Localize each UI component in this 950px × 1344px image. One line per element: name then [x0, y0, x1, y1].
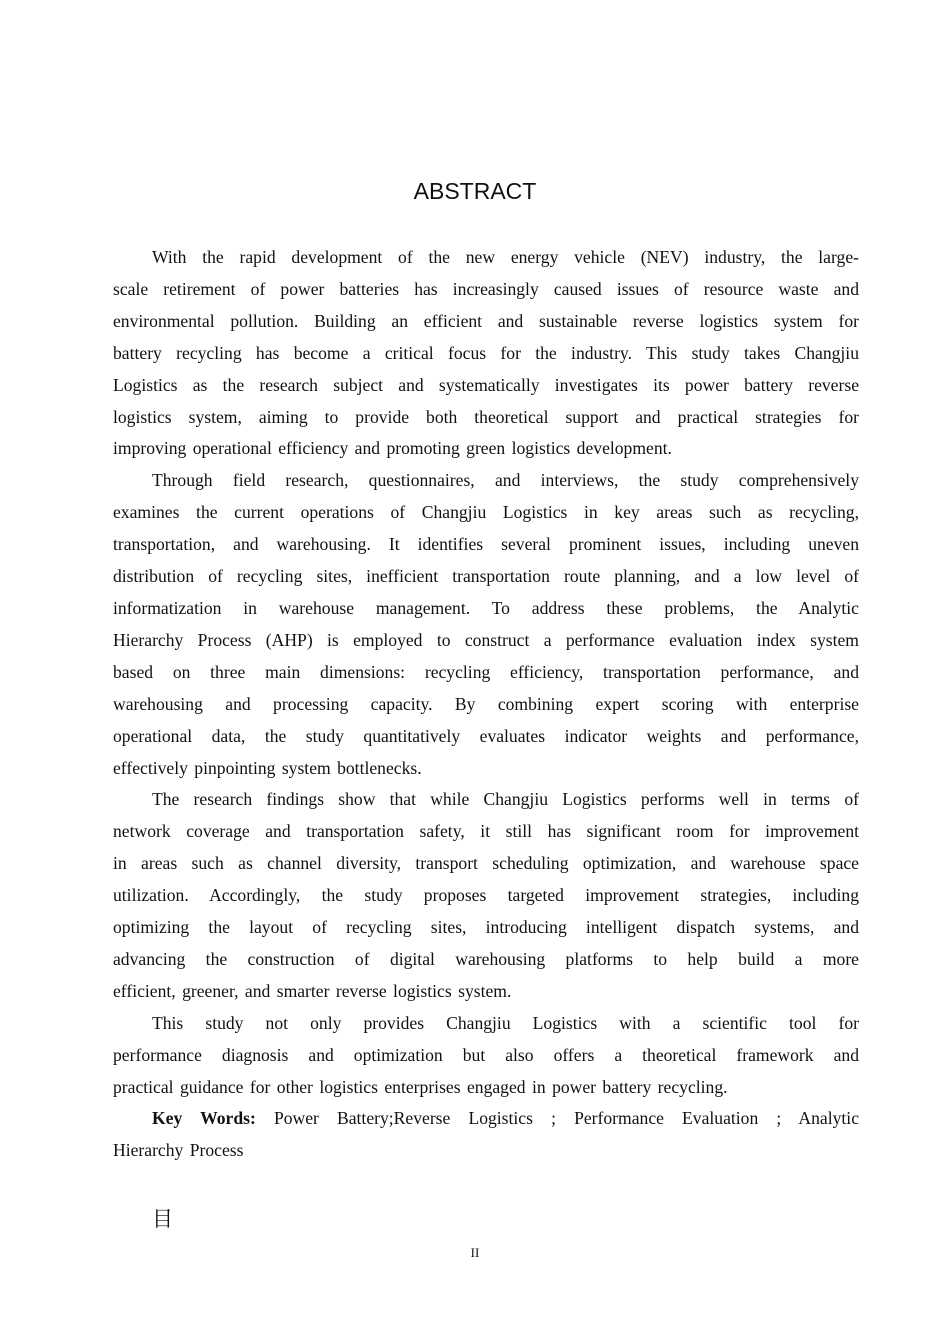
paragraph-line: informatization in warehouse management. To address these problems, the Analytic [113, 597, 859, 618]
abstract-title: ABSTRACT [413, 178, 537, 204]
paragraph-line: improving operational efficiency and promoting green logistics development. [113, 438, 672, 459]
paragraph-line: logistics system, aiming to provide both theoretical support and practical strategies for [113, 406, 859, 427]
paragraph-line: examines the current operations of Changjiu Logistics in key areas such as recycling, [113, 502, 859, 523]
keywords-text: Power Battery;Reverse Logistics ; Performance Evaluation ; Analytic [273, 1108, 860, 1129]
paragraph-line: utilization. Accordingly, the study proposes targeted improvement strategies, including [113, 885, 859, 906]
paragraph-line: The research findings show that while Changjiu Logistics performs well in terms of [152, 789, 859, 810]
paragraph-line: transportation, and warehousing. It identifies several prominent issues, including uneven [113, 534, 859, 555]
paragraph-line: scale retirement of power batteries has increasingly caused issues of resource waste and [113, 278, 859, 299]
paragraph-line: in areas such as channel diversity, transport scheduling optimization, and warehouse space [113, 853, 859, 874]
paragraph-line: This study not only provides Changjiu Logistics with a scientific tool for [152, 1012, 859, 1033]
page-number: II [470, 1245, 480, 1260]
paragraph-line: based on three main dimensions: recycling efficiency, transportation performance, and [113, 661, 859, 682]
paragraph-line: advancing the construction of digital warehousing platforms to help build a more [113, 948, 859, 969]
paragraph-line: optimizing the layout of recycling sites, introducing intelligent dispatch systems, and [113, 917, 859, 938]
paragraph-line: practical guidance for other logistics enterprises engaged in power battery recycling. [113, 1076, 728, 1097]
abstract-paragraph [113, 784, 859, 1007]
paragraph-line: distribution of recycling sites, inefficient transportation route planning, and a low level of [113, 566, 859, 587]
paragraph-line: environmental pollution. Building an efficient and sustainable reverse logistics system for [113, 310, 859, 331]
paragraph-line: Hierarchy Process (AHP) is employed to construct a performance evaluation index system [113, 629, 859, 650]
abstract-body [113, 242, 859, 1167]
abstract-paragraph [113, 242, 859, 465]
paragraph-line: Logistics as the research subject and systematically investigates its power battery reverse [113, 374, 859, 395]
paragraph-line: battery recycling has become a critical focus for the industry. This study takes Changjiu [113, 342, 859, 363]
abstract-paragraph [113, 1008, 859, 1104]
paragraph-line: Through field research, questionnaires, and interviews, the study comprehensively [152, 470, 859, 491]
paragraph-line: With the rapid development of the new energy vehicle (NEV) industry, the large- [152, 247, 859, 267]
paragraph-line: performance diagnosis and optimization but also offers a theoretical framework and [113, 1044, 859, 1065]
keywords-line [113, 1103, 859, 1135]
paragraph-line: operational data, the study quantitatively evaluates indicator weights and performance, [113, 725, 859, 746]
paragraph-line: effectively pinpointing system bottlenecks. [113, 757, 422, 778]
abstract-paragraphs [113, 242, 859, 1103]
toc-heading: 目 [152, 1207, 173, 1231]
paragraph-line: network coverage and transportation safety, it still has significant room for improvement [113, 821, 859, 842]
keywords-line-continued: Hierarchy Process [113, 1140, 244, 1161]
paragraph-line: efficient, greener, and smarter reverse logistics system. [113, 980, 512, 1001]
abstract-paragraph [113, 465, 859, 784]
keywords-label: Key Words: [152, 1108, 256, 1129]
paragraph-line: warehousing and processing capacity. By combining expert scoring with enterprise [113, 693, 859, 714]
